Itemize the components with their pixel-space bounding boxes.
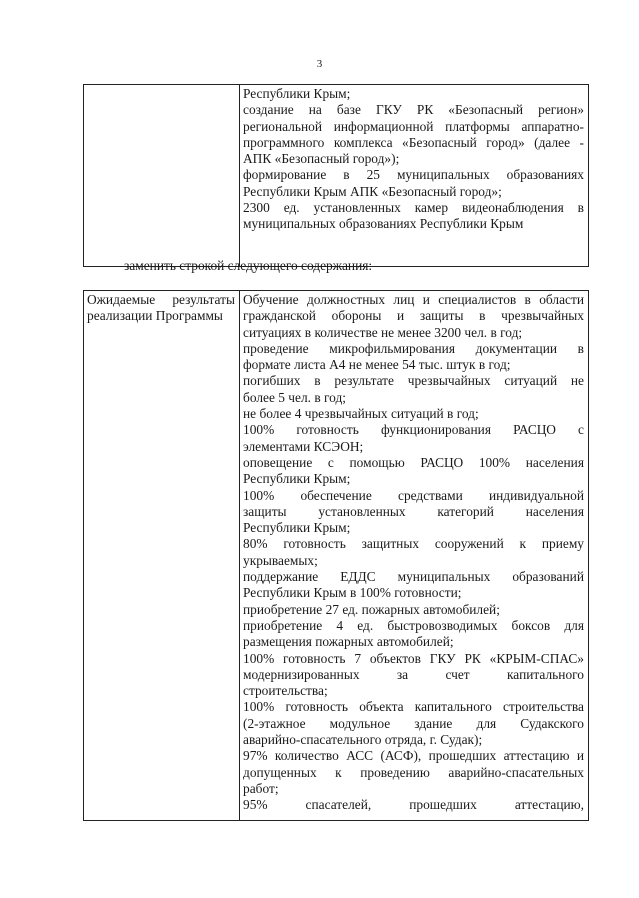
expected-results-line: 100% готовность объекта капитального строительства (243, 699, 584, 715)
expected-results-line: работ; (243, 780, 279, 796)
expected-results-line: укрываемых; (243, 552, 318, 568)
old-row-text-line: Республики Крым АПК «Безопасный город»; (243, 183, 502, 199)
expected-results-line: не более 4 чрезвычайных ситуаций в год; (243, 406, 479, 422)
expected-results-line: 100% обеспечение средствами индивидуальной (243, 487, 584, 503)
expected-results-line: допущенных к проведению аварийно-спасательных (243, 764, 584, 780)
new-row-table (83, 290, 589, 821)
new-row (84, 291, 589, 821)
old-row-text-line: программного комплекса «Безопасный город» (далее - (243, 134, 584, 150)
old-row (84, 85, 589, 267)
expected-results-line: формате листа А4 не менее 54 тыс. штук в год; (243, 357, 511, 373)
old-row-content-cell (240, 85, 589, 267)
expected-results-line: Республики Крым в 100% готовности; (243, 585, 462, 601)
expected-results-line: оповещение с помощью РАСЦО 100% населения (243, 454, 584, 470)
page-number: 3 (316, 58, 323, 70)
old-row-text-line: Республики Крым; (243, 86, 351, 101)
expected-results-line: проведение микрофильмирования документации в (243, 340, 584, 356)
replace-instruction: заменить строкой следующего содержания: (124, 258, 373, 273)
expected-results-label-line: реализации Программы (87, 308, 223, 324)
old-row-label-cell (84, 85, 240, 267)
expected-results-line: 95% спасателей, прошедших аттестацию, (243, 797, 584, 813)
old-row-text-line: создание на базе ГКУ РК «Безопасный регион» (243, 102, 584, 118)
expected-results-line: аварийно-спасательного отряда, г. Судак); (243, 732, 483, 748)
old-row-text-line: региональной информационной платформы аппаратно- (243, 118, 584, 134)
expected-results-line: более 5 чел. в год; (243, 389, 347, 405)
expected-results-line: Обучение должностных лиц и специалистов в области (243, 292, 584, 307)
expected-results-line: Республики Крым; (243, 471, 351, 487)
expected-results-line: поддержание ЕДДС муниципальных образований (243, 569, 584, 585)
expected-results-line: приобретение 27 ед. пожарных автомобилей; (243, 601, 500, 617)
expected-results-line: погибших в результате чрезвычайных ситуаций не (243, 373, 584, 389)
expected-results-line: (2-этажное модульное здание для Судакского (243, 715, 584, 731)
expected-results-line: модернизированных за счет капитального (243, 666, 584, 682)
expected-results-line: 100% готовность 7 объектов ГКУ РК «КРЫМ-СПАС» (243, 650, 584, 666)
old-row-text-line: формирование в 25 муниципальных образованиях (243, 167, 584, 183)
expected-results-line: ситуациях в количестве не менее 3200 чел. в год; (243, 324, 523, 340)
expected-results-line: приобретение 4 ед. быстровозводимых боксов для (243, 617, 584, 633)
expected-results-label-cell (84, 291, 240, 821)
old-row-table (83, 84, 589, 267)
expected-results-line: размещения пожарных автомобилей; (243, 634, 454, 650)
old-row-text-line: муниципальных образованиях Республики Крым (243, 216, 524, 232)
expected-results-line: элементами КСЭОН; (243, 438, 364, 454)
expected-results-line: 80% готовность защитных сооружений к приему (243, 536, 584, 552)
expected-results-line: защиты установленных категорий населения (243, 503, 584, 519)
expected-results-label-line: Ожидаемые результаты (87, 292, 235, 307)
old-row-text-line: АПК «Безопасный город»); (243, 151, 400, 167)
expected-results-line: 97% количество АСС (АСФ), прошедших аттестацию и (243, 748, 584, 764)
expected-results-line: строительства; (243, 683, 328, 699)
expected-results-line: 100% готовность функционирования РАСЦО с (243, 422, 584, 438)
old-row-text-line: 2300 ед. установленных камер видеонаблюдения в (243, 200, 584, 216)
expected-results-line: Республики Крым; (243, 520, 351, 536)
expected-results-line: гражданской обороны и защиты в чрезвычайных (243, 308, 584, 324)
expected-results-content-cell (240, 291, 589, 821)
